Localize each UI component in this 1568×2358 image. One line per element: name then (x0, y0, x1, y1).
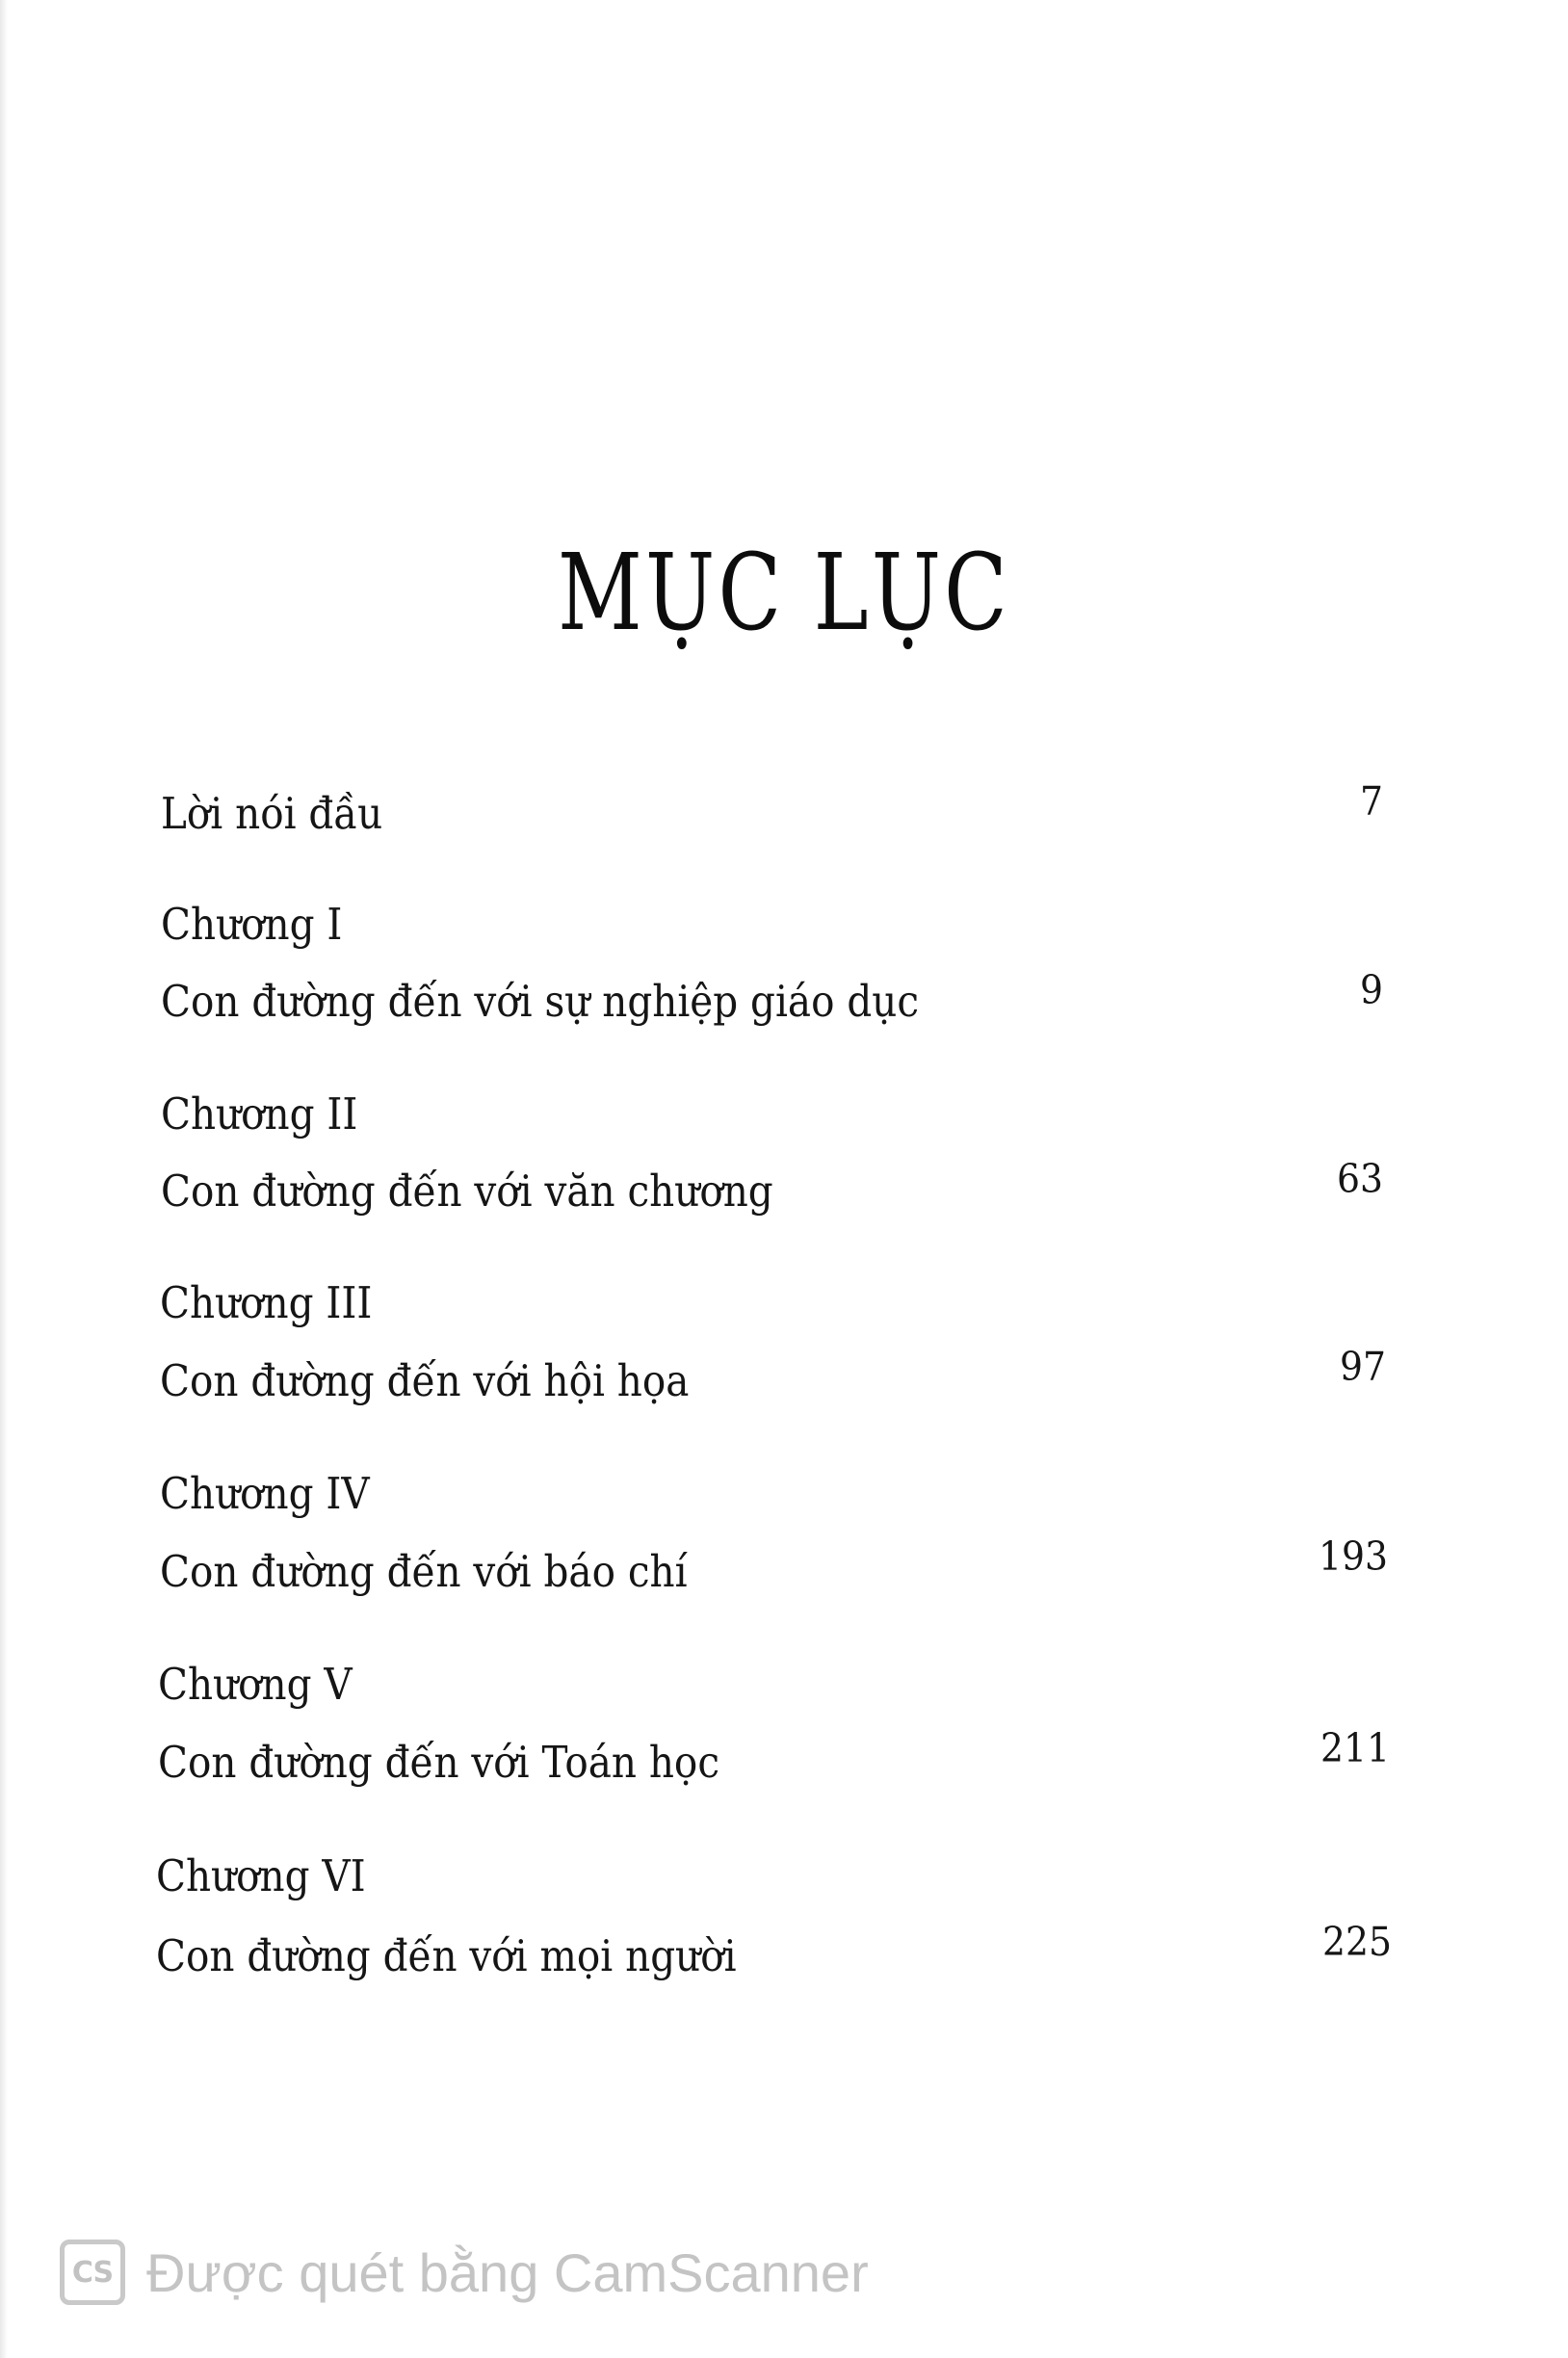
camscanner-watermark-text: Được quét bằng CamScanner (146, 2241, 869, 2303)
toc-entry-preface-page: 7 (1359, 778, 1383, 825)
toc-chapter-6-page: 225 (1321, 1919, 1392, 1965)
page-title: MỤC LỤC (558, 531, 1010, 654)
toc-chapter-6-heading: Chương VI (156, 1850, 366, 1901)
camscanner-logo-text: CS (71, 2255, 114, 2290)
toc-chapter-3-label: Con đường đến với hội họa (160, 1355, 690, 1406)
toc-chapter-5-page: 211 (1320, 1725, 1390, 1771)
camscanner-watermark (60, 2234, 869, 2311)
toc-chapter-4-page: 193 (1318, 1533, 1388, 1580)
toc-chapter-3-page: 97 (1340, 1344, 1386, 1390)
toc-chapter-5-heading: Chương V (158, 1659, 353, 1710)
toc-chapter-2-heading: Chương II (161, 1088, 358, 1140)
toc-chapter-3-heading: Chương III (160, 1277, 373, 1328)
toc-chapter-2-label: Con đường đến với văn chương (161, 1166, 773, 1217)
toc-chapter-1-page: 9 (1359, 967, 1383, 1013)
toc-chapter-6-label: Con đường đến với mọi người (156, 1930, 737, 1981)
toc-chapter-4-heading: Chương IV (160, 1468, 370, 1519)
camscanner-logo-icon (60, 2240, 125, 2305)
toc-entry-preface-label: Lời nói đầu (161, 788, 383, 839)
toc-chapter-2-page: 63 (1337, 1156, 1383, 1202)
page-edge-shadow (0, 0, 8, 2358)
toc-chapter-1-heading: Chương I (161, 899, 343, 950)
toc-chapter-1-label: Con đường đến với sự nghiệp giáo dục (161, 976, 920, 1027)
toc-chapter-5-label: Con đường đến với Toán học (158, 1737, 720, 1788)
toc-chapter-4-label: Con đường đến với báo chí (160, 1546, 688, 1597)
